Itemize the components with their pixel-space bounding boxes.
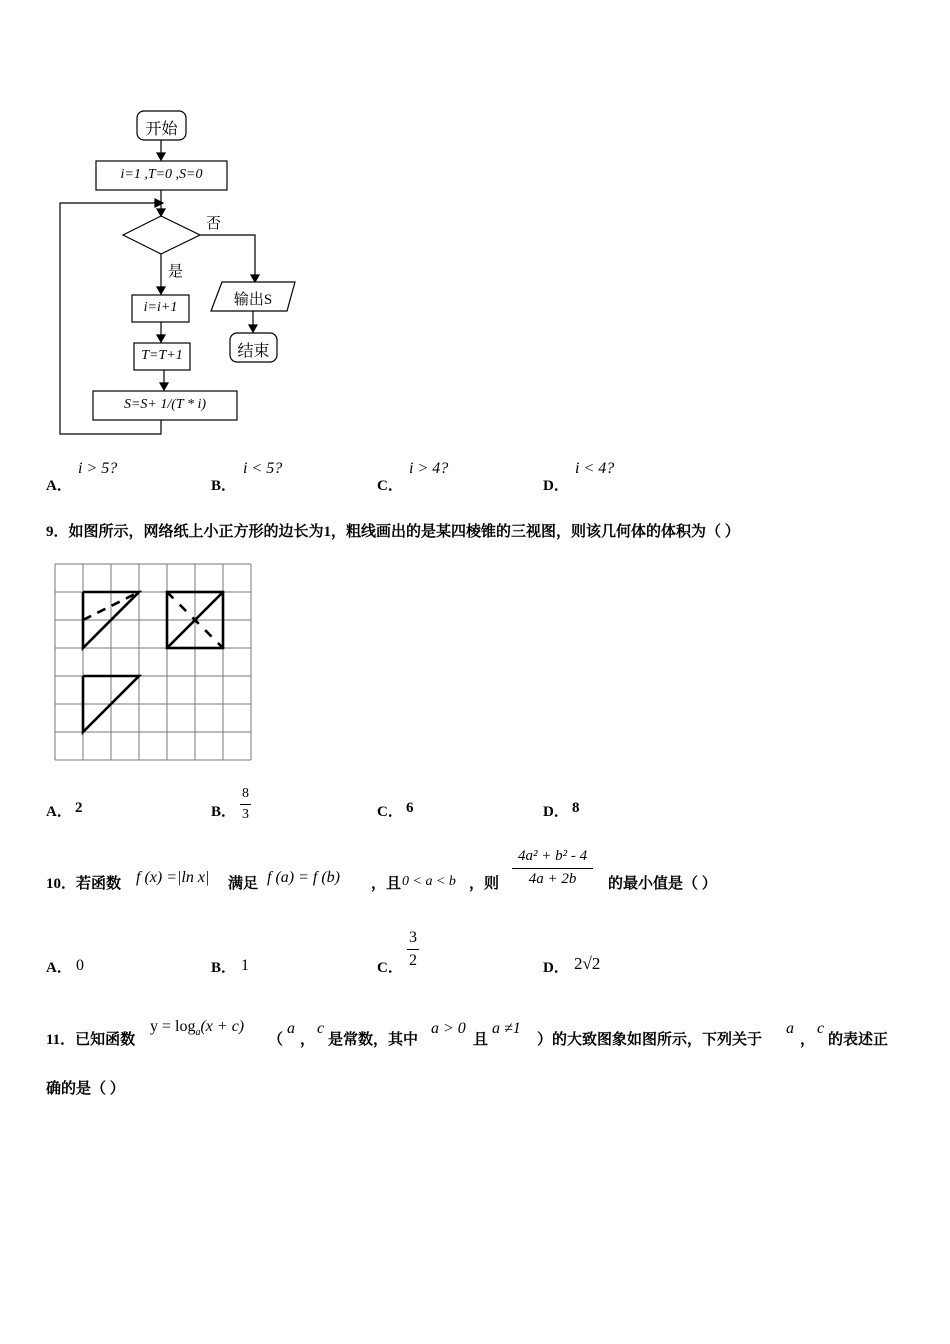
q11-a2: a [786,1020,794,1037]
q11-a1: a [287,1020,295,1037]
q10-mid2: ，且 [371,876,402,892]
q10-option-c-denominator: 2 [409,952,417,969]
q9-option-b-denominator: 3 [242,807,249,822]
q11-function-base: a [195,1027,201,1039]
q11-comma1: ， [300,1032,316,1048]
q11-paren-open: （ [268,1032,284,1048]
q11-prefix: 11．已知函数 [46,1032,136,1048]
q10-inequality: 0 < a < b [402,874,456,889]
q9-option-b-letter: B． [211,804,237,820]
q9-question-text: 9．如图所示，网络纸上小正方形的边长为1，粗线画出的是某四棱锥的三视图，则该几何体的体积为（ ） [46,524,740,540]
q11-text1: 是常数，其中 [328,1032,419,1048]
q10-mid3: ，则 [469,876,500,892]
q8-option-b-value: i < 5? [243,460,283,477]
q11-text2: 且 [473,1032,489,1048]
flowchart-step2-label: T=T+1 [141,348,183,363]
q8-option-c-value: i > 4? [409,460,449,477]
q11-condition1: a > 0 [431,1020,466,1037]
flowchart-figure [0,0,950,460]
q9-option-a-value: 2 [75,800,83,816]
q10-option-a-value: 0 [76,957,84,974]
q10-condition: f (a) = f (b) [267,869,340,886]
q10-suffix: 的最小值是（ ） [608,876,717,892]
flowchart-step3-label: S=S+ 1/(T * i) [123,397,207,412]
q8-option-c-letter: C． [377,478,403,494]
q9-option-b-numerator: 8 [240,786,251,805]
flowchart-decision-diamond [123,216,200,254]
q10-fraction-numerator: 4a² + b² - 4 [512,848,593,869]
q11-function-arg: (x + c) [200,1018,245,1035]
q10-mid1: 满足 [228,876,259,892]
q8-option-a-value: i > 5? [78,460,118,477]
q8-option-d-value: i < 4? [575,460,615,477]
q8-option-a-letter: A． [46,478,72,494]
q10-function: f (x) =|ln x| [136,869,210,886]
flowchart-start-label: 开始 [145,121,178,138]
q11-comma2: ， [800,1032,816,1048]
flowchart-no-label: 否 [206,216,222,232]
q9-option-d-value: 8 [572,800,580,816]
q11-function [150,1016,244,1038]
q9-option-c-letter: C． [377,804,403,820]
q10-option-a-letter: A． [46,960,72,976]
q10-fraction-denominator: 4a + 2b [528,871,577,887]
q10-prefix: 10．若函数 [46,876,122,892]
q11-text4: 的表述正 [828,1032,889,1048]
q11-function-main: y = log [150,1018,196,1035]
q10-option-c-fraction [407,929,419,970]
q10-expression-fraction [512,848,593,888]
flowchart-end-label: 结束 [237,343,270,360]
flowchart-init-label: i=1 ,T=0 ,S=0 [120,167,203,182]
q11-c1: c [317,1020,325,1037]
q9-option-a-letter: A． [46,804,72,820]
q10-option-b-value: 1 [241,957,249,974]
q10-option-b-letter: B． [211,960,237,976]
flowchart-output-label: 输出S [233,292,273,308]
q9-option-c-value: 6 [406,800,414,816]
q8-option-d-letter: D． [543,478,569,494]
q11-c2: c [817,1020,825,1037]
q10-option-d-letter: D． [543,960,569,976]
q10-option-c-numerator: 3 [407,929,419,950]
q8-option-b-letter: B． [211,478,237,494]
q11-condition2: a ≠1 [492,1020,521,1037]
q10-option-c-letter: C． [377,960,403,976]
q11-line2: 确的是（ ） [46,1081,125,1097]
q9-option-d-letter: D． [543,804,569,820]
q11-text3: ）的大致图象如图所示，下列关于 [537,1032,763,1048]
q10-option-d-value: 2√2 [574,954,601,973]
three-view-grid-figure [50,560,260,765]
q9-option-b-fraction [240,786,251,823]
flowchart-step1-label: i=i+1 [143,300,178,315]
flowchart-yes-label: 是 [168,264,184,280]
